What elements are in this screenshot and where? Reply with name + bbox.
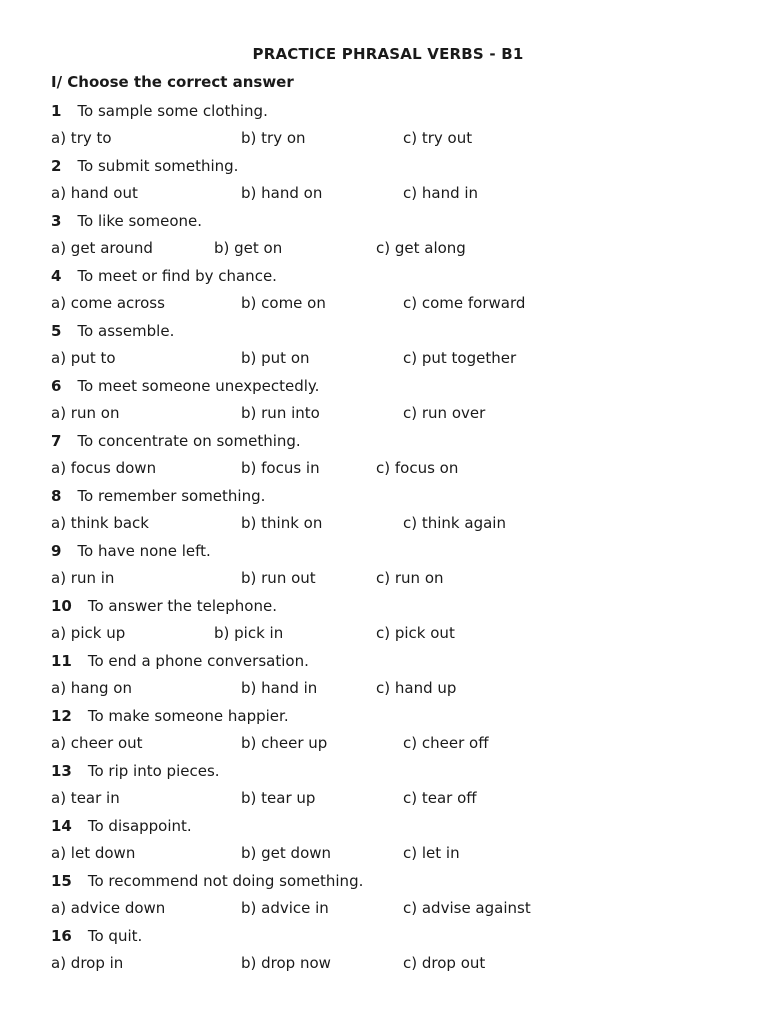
answer-option-c[interactable]: c) cheer off	[403, 734, 489, 752]
question-line	[51, 540, 211, 567]
question-list	[51, 100, 731, 980]
answer-options	[51, 347, 731, 374]
answer-option-c[interactable]: c) hand in	[403, 184, 479, 202]
question-prompt: To meet or find by chance.	[77, 267, 277, 285]
answer-options	[51, 457, 731, 484]
answer-option-a[interactable]: a) drop in	[51, 954, 124, 972]
question-prompt: To have none left.	[77, 542, 211, 560]
question-prompt: To recommend not doing something.	[87, 872, 364, 890]
section-heading: I/ Choose the correct answer	[51, 73, 294, 91]
answer-option-b[interactable]: b) cheer up	[241, 734, 328, 752]
answer-option-a[interactable]: a) cheer out	[51, 734, 143, 752]
question-line	[51, 870, 363, 897]
question-item	[51, 540, 731, 595]
question-prompt: To end a phone conversation.	[87, 652, 309, 670]
question-line	[51, 925, 142, 952]
question-item	[51, 650, 731, 705]
question-prompt: To rip into pieces.	[87, 762, 220, 780]
answer-options	[51, 952, 731, 979]
question-number: 1	[51, 102, 62, 120]
question-item	[51, 155, 731, 210]
answer-options	[51, 182, 731, 209]
answer-option-a[interactable]: a) hang on	[51, 679, 132, 697]
answer-option-a[interactable]: a) think back	[51, 514, 149, 532]
answer-option-a[interactable]: a) put to	[51, 349, 116, 367]
question-prompt: To assemble.	[77, 322, 175, 340]
answer-option-b[interactable]: b) put on	[241, 349, 310, 367]
answer-option-a[interactable]: a) pick up	[51, 624, 126, 642]
question-prompt: To remember something.	[77, 487, 266, 505]
question-number: 15	[51, 872, 72, 890]
question-item	[51, 760, 731, 815]
answer-option-b[interactable]: b) hand on	[241, 184, 323, 202]
question-number: 9	[51, 542, 62, 560]
question-line	[51, 430, 301, 457]
question-prompt: To disappoint.	[87, 817, 192, 835]
question-number: 14	[51, 817, 72, 835]
answer-option-b[interactable]: b) tear up	[241, 789, 316, 807]
answer-option-b[interactable]: b) get on	[214, 239, 283, 257]
question-line	[51, 650, 309, 677]
question-line	[51, 595, 277, 622]
answer-option-c[interactable]: c) come forward	[403, 294, 526, 312]
question-line	[51, 155, 238, 182]
answer-options	[51, 292, 731, 319]
answer-option-c[interactable]: c) run on	[376, 569, 444, 587]
question-number: 16	[51, 927, 72, 945]
question-item	[51, 925, 731, 980]
answer-option-c[interactable]: c) get along	[376, 239, 466, 257]
question-line	[51, 760, 220, 787]
question-prompt: To sample some clothing.	[77, 102, 268, 120]
question-item	[51, 430, 731, 485]
answer-options	[51, 512, 731, 539]
question-item	[51, 265, 731, 320]
answer-option-c[interactable]: c) let in	[403, 844, 460, 862]
answer-option-a[interactable]: a) hand out	[51, 184, 138, 202]
question-line	[51, 320, 174, 347]
question-prompt: To quit.	[87, 927, 143, 945]
answer-option-a[interactable]: a) try to	[51, 129, 112, 147]
question-number: 4	[51, 267, 62, 285]
question-number: 7	[51, 432, 62, 450]
answer-option-b[interactable]: b) get down	[241, 844, 332, 862]
answer-options	[51, 237, 731, 264]
answer-option-a[interactable]: a) get around	[51, 239, 153, 257]
question-item	[51, 870, 731, 925]
answer-option-a[interactable]: a) run in	[51, 569, 115, 587]
answer-option-b[interactable]: b) think on	[241, 514, 323, 532]
question-number: 5	[51, 322, 62, 340]
question-item	[51, 705, 731, 760]
question-item	[51, 375, 731, 430]
answer-option-c[interactable]: c) drop out	[403, 954, 486, 972]
answer-options	[51, 622, 731, 649]
answer-option-b[interactable]: b) run out	[241, 569, 316, 587]
question-line	[51, 705, 289, 732]
question-number: 8	[51, 487, 62, 505]
answer-options	[51, 897, 731, 924]
question-item	[51, 595, 731, 650]
question-item	[51, 210, 731, 265]
answer-options	[51, 842, 731, 869]
question-line	[51, 265, 277, 292]
answer-option-a[interactable]: a) run on	[51, 404, 120, 422]
answer-options	[51, 787, 731, 814]
answer-options	[51, 567, 731, 594]
answer-option-b[interactable]: b) advice in	[241, 899, 329, 917]
answer-option-b[interactable]: b) focus in	[241, 459, 320, 477]
answer-option-b[interactable]: b) come on	[241, 294, 326, 312]
answer-option-b[interactable]: b) hand in	[241, 679, 318, 697]
answer-option-a[interactable]: a) let down	[51, 844, 136, 862]
answer-option-b[interactable]: b) run into	[241, 404, 320, 422]
question-number: 13	[51, 762, 72, 780]
question-line	[51, 485, 265, 512]
answer-option-a[interactable]: a) advice down	[51, 899, 166, 917]
answer-option-b[interactable]: b) try on	[241, 129, 306, 147]
answer-option-b[interactable]: b) pick in	[214, 624, 284, 642]
answer-options	[51, 402, 731, 429]
question-item	[51, 485, 731, 540]
answer-option-c[interactable]: c) put together	[403, 349, 517, 367]
question-prompt: To submit something.	[77, 157, 239, 175]
question-number: 6	[51, 377, 62, 395]
answer-option-a[interactable]: a) come across	[51, 294, 165, 312]
question-number: 10	[51, 597, 72, 615]
answer-option-c[interactable]: c) focus on	[376, 459, 459, 477]
question-prompt: To like someone.	[77, 212, 202, 230]
answer-option-c[interactable]: c) run over	[403, 404, 486, 422]
question-line	[51, 375, 319, 402]
answer-option-c[interactable]: c) hand up	[376, 679, 457, 697]
question-item	[51, 100, 731, 155]
question-number: 12	[51, 707, 72, 725]
question-line	[51, 210, 202, 237]
answer-options	[51, 732, 731, 759]
answer-option-b[interactable]: b) drop now	[241, 954, 331, 972]
question-number: 2	[51, 157, 62, 175]
answer-option-a[interactable]: a) tear in	[51, 789, 120, 807]
question-number: 3	[51, 212, 62, 230]
answer-option-c[interactable]: c) think again	[403, 514, 506, 532]
question-line	[51, 815, 192, 842]
answer-option-c[interactable]: c) pick out	[376, 624, 455, 642]
question-item	[51, 815, 731, 870]
question-prompt: To make someone happier.	[87, 707, 289, 725]
question-prompt: To answer the telephone.	[87, 597, 277, 615]
question-prompt: To meet someone unexpectedly.	[77, 377, 320, 395]
answer-options	[51, 677, 731, 704]
question-line	[51, 100, 268, 127]
answer-option-c[interactable]: c) advise against	[403, 899, 531, 917]
question-number: 11	[51, 652, 72, 670]
answer-options	[51, 127, 731, 154]
answer-option-c[interactable]: c) try out	[403, 129, 473, 147]
question-prompt: To concentrate on something.	[77, 432, 301, 450]
answer-option-a[interactable]: a) focus down	[51, 459, 157, 477]
page-title: PRACTICE PHRASAL VERBS - B1	[252, 45, 524, 63]
answer-option-c[interactable]: c) tear off	[403, 789, 477, 807]
question-item	[51, 320, 731, 375]
